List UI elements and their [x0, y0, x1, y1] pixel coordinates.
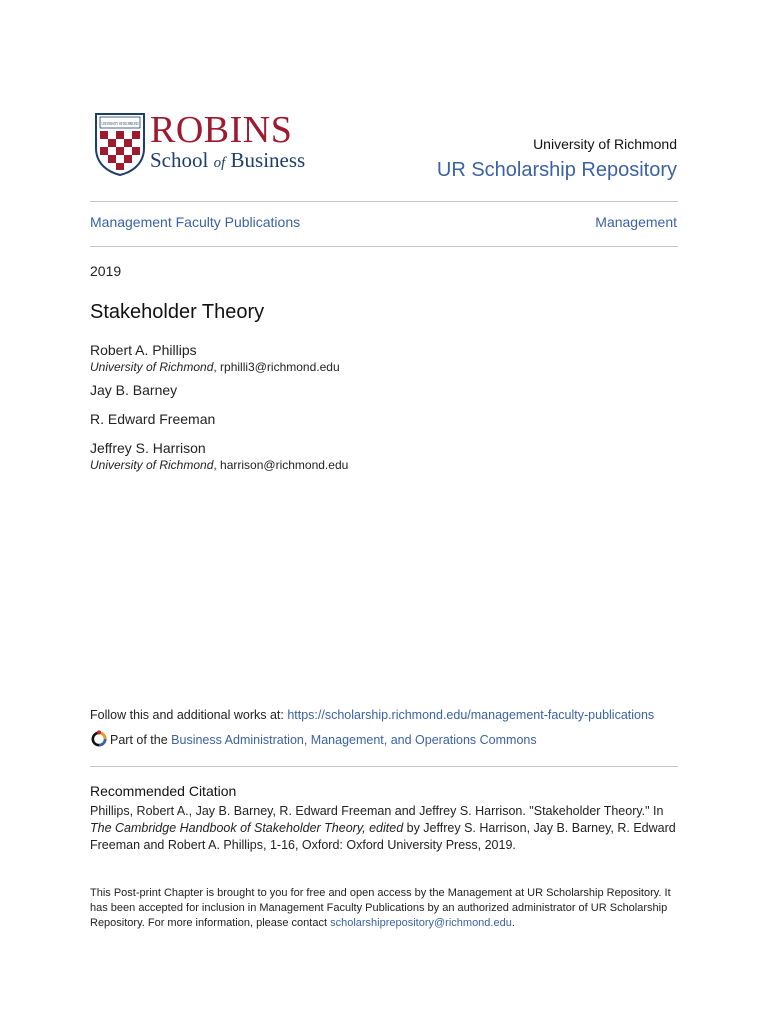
university-seal-icon	[94, 112, 146, 176]
author-email: , rphilli3@richmond.edu	[213, 360, 340, 374]
logo-school-word: School	[150, 148, 209, 172]
department-link[interactable]: Management	[595, 214, 677, 230]
notice-end: .	[511, 917, 515, 929]
access-notice	[90, 886, 680, 931]
logo-robins-wordmark: ROBINS	[150, 109, 293, 151]
header-divider	[90, 201, 678, 202]
collection-url-link[interactable]: https://scholarship.richmond.edu/management-faculty-publications	[287, 708, 655, 722]
citation-part-2: by Jeffrey S. Harrison, Jay B. Barney, R. Edward Freeman and Robert A. Phillips, 1-16, Oxford: Oxford University Press, 2019.	[90, 821, 676, 852]
author-affiliation	[90, 360, 678, 374]
recommended-citation-heading: Recommended Citation	[90, 783, 237, 799]
network-commons-icon	[90, 730, 108, 748]
page-title: Stakeholder Theory	[90, 301, 265, 323]
author-name: R. Edward Freeman	[90, 411, 216, 427]
author-institution: University of Richmond	[90, 360, 214, 374]
logo-of-word: of	[213, 155, 226, 171]
seal-text: UNIVERSITY OF RICHMOND	[101, 121, 139, 126]
author-list	[90, 342, 678, 472]
contact-email-link[interactable]: scholarshiprepository@richmond.edu	[330, 917, 512, 929]
citation-part-1: Phillips, Robert A., Jay B. Barney, R. Edward Freeman and Jeffrey S. Harrison. "Stakeholder Theory." In	[90, 804, 664, 818]
author-name: Jeffrey S. Harrison	[90, 440, 206, 456]
notice-text: This Post-print Chapter is brought to you for free and open access by the Management at UR Scholarship Repository. It has been accepted for inclusion in Management Faculty Publications by an authorized administrator of UR Scholarship Repository. For more information, please contact	[90, 887, 671, 929]
author-name: Jay B. Barney	[90, 382, 178, 398]
author-name: Robert A. Phillips	[90, 342, 197, 358]
author-institution: University of Richmond	[90, 458, 214, 472]
citation-text	[90, 803, 680, 854]
author-entry	[90, 342, 678, 374]
part-of-line	[90, 730, 537, 750]
author-entry	[90, 440, 678, 472]
follow-line	[90, 707, 654, 723]
publication-year: 2019	[90, 263, 122, 279]
author-entry	[90, 411, 678, 427]
logo-school-wordmark	[150, 148, 305, 175]
institution-name: University of Richmond	[533, 136, 677, 152]
author-affiliation	[90, 458, 678, 472]
citation-divider	[90, 766, 678, 767]
logo-business-word: Business	[230, 148, 306, 172]
collection-link[interactable]: Management Faculty Publications	[90, 214, 301, 230]
author-email: , harrison@richmond.edu	[213, 458, 349, 472]
follow-label: Follow this and additional works at:	[90, 708, 288, 722]
robins-school-logo[interactable]	[94, 109, 316, 178]
repository-link[interactable]: UR Scholarship Repository	[436, 159, 677, 181]
nav-divider	[90, 246, 678, 247]
citation-book-title: The Cambridge Handbook of Stakeholder Theory, edited	[90, 821, 404, 835]
commons-link[interactable]: Business Administration, Management, and Operations Commons	[171, 733, 537, 747]
part-of-label: Part of the	[110, 733, 172, 747]
author-entry	[90, 382, 678, 398]
